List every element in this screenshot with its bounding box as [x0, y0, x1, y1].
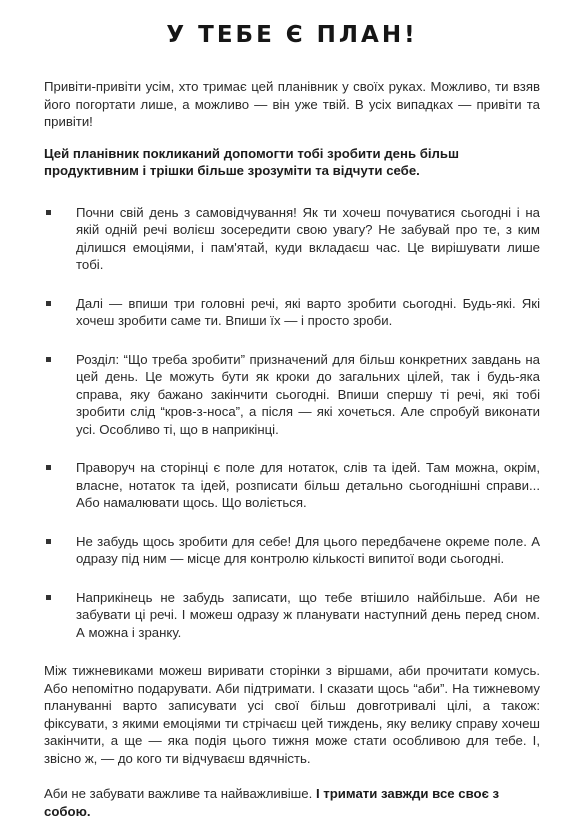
instruction-list [44, 204, 540, 642]
list-item [44, 459, 540, 512]
list-item [44, 204, 540, 274]
square-bullet-icon [46, 210, 51, 215]
closing-paragraph [44, 785, 540, 820]
list-item [44, 589, 540, 642]
list-item [44, 351, 540, 439]
square-bullet-icon [46, 539, 51, 544]
square-bullet-icon [46, 357, 51, 362]
square-bullet-icon [46, 465, 51, 470]
list-item-text: Розділ: “Що треба зробити” призначений для більш конкретних завдань на цей день. Це можуть бути як кроки до загальних цілей, так і будь-яка справа, яку бажано закінчити сьогодні. Впиши спершу ті речі, які тобі зробити слід “кров-з-носа”, а після — які хочеться. Але спробуй виконати усі. Особливо ті, що в наприкінці. [76, 351, 540, 437]
square-bullet-icon [46, 301, 51, 306]
list-item-text: Далі — впиши три головні речі, які варто зробити сьогодні. Будь-які. Які хочеш зробити саме ти. Впиши їх — і просто зроби. [76, 295, 540, 328]
outro-paragraph: Між тижневиками можеш виривати сторінки з віршами, аби прочитати комусь. Або непомітно подарувати. Аби підтримати. І сказати щось “аби”. На тижневому плануванні варто записувати усі свої більш довготривалі цілі, а також: фіксувати, з якими емоціями ти стрічаєш цей тиждень, яку велику справу хочеш закінчити, а ще — яка подія цього тижня може стати особливою для тебе. І, звісно ж, — до кого ти відчуваєш вдячність. [44, 663, 540, 766]
lead-paragraph: Цей планівник покликаний допомогти тобі зробити день більш продуктивним і трішки більше зрозуміти та відчути себе. [44, 145, 460, 178]
closing-text: Аби не забувати важливе та найважливіше. [44, 786, 316, 801]
list-item-text: Не забудь щось зробити для себе! Для цього передбачене окреме поле. А одразу під ним — місце для контролю кількості випитої води сьогодні. [76, 533, 540, 566]
page-title: У ТЕБЕ Є ПЛАН! [166, 22, 418, 48]
list-item-text: Наприкінець не забудь записати, що тебе втішило найбільше. Аби не забувати ці речі. І можеш одразу ж планувати наступний день перед сном. А можна і зранку. [76, 589, 540, 640]
list-item [44, 533, 540, 568]
closing-emphasis: І тримати завжди все своє з собою. [44, 786, 500, 819]
intro-paragraph: Привіти-привіти усім, хто тримає цей планівник у своїх руках. Можливо, ти взяв його погортати лише, а можливо — він уже твій. В усіх випадках — привіти та привіти! [44, 79, 540, 129]
square-bullet-icon [46, 595, 51, 600]
list-item [44, 295, 540, 330]
list-item-text: Праворуч на сторінці є поле для нотаток, слів та ідей. Там можна, окрім, власне, нотаток та ідей, розписати більш детально сьогоднішні справи... Або намалювати щось. Що воліється. [76, 460, 540, 510]
list-item-text: Почни свій день з самовідчування! Як ти хочеш почуватися сьогодні і на якій одній речі волієш зосередити свою увагу? Не забувай про те, з ким ділишся емоціями, і пам'ятай, куди вкладаєш час. Це вирішувати лише тобі. [76, 204, 540, 272]
